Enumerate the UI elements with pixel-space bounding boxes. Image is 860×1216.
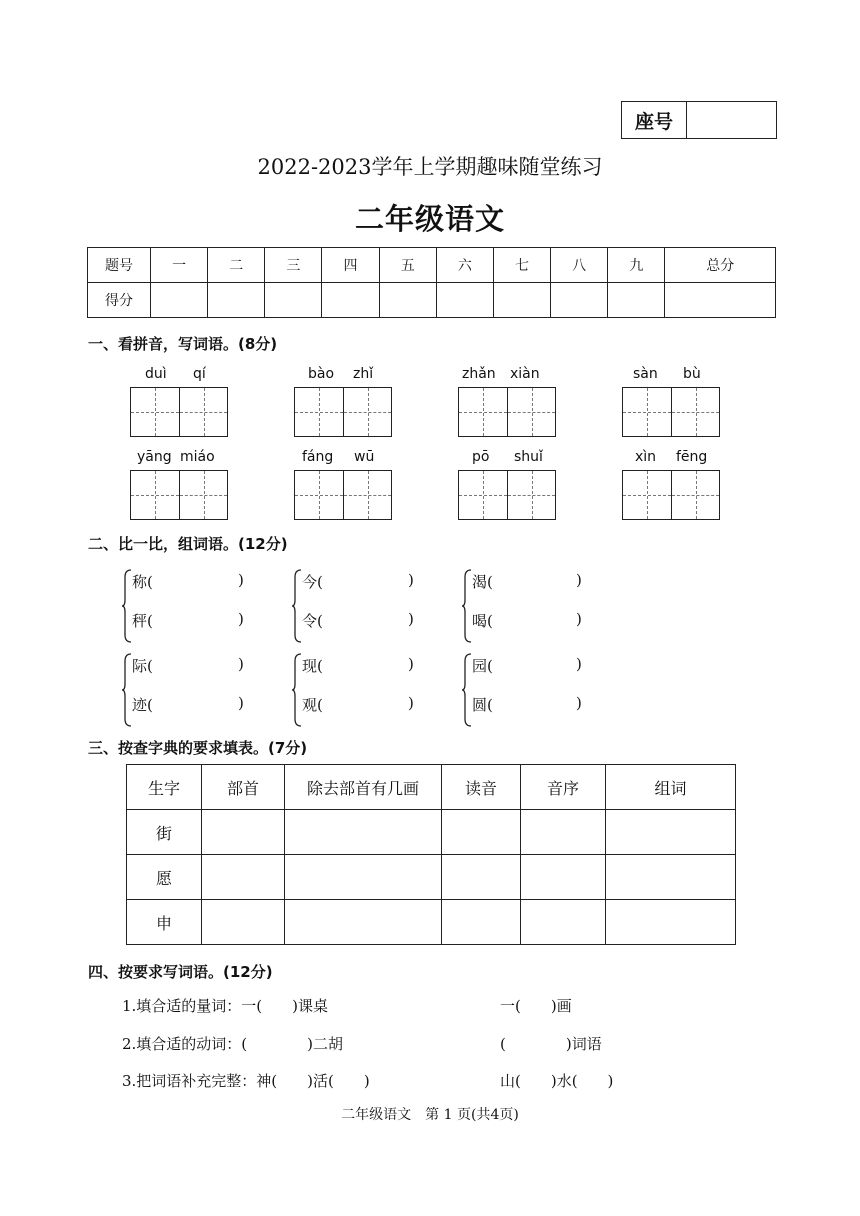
compare-group [296,569,426,649]
section-4-heading: 四、按要求写词语。(12分) [88,963,273,981]
score-input[interactable] [493,283,550,318]
dictionary-row [127,900,736,945]
score-input[interactable] [665,283,776,318]
dictionary-header: 读音 [442,765,521,810]
compare-item[interactable]: 观( ) [302,694,414,714]
score-table [87,247,776,318]
pinyin-text: yāng [137,449,172,465]
dictionary-header: 除去部首有几画 [285,765,442,810]
score-cell: 总分 [665,248,776,283]
brace-icon [122,569,132,643]
pinyin-text: miáo [180,449,215,465]
dictionary-char: 街 [127,810,202,855]
writing-grid[interactable] [294,470,392,520]
compare-group [466,569,596,649]
dictionary-table [126,764,736,945]
pinyin-text: fēng [676,449,708,465]
score-table-score-row [88,283,776,318]
compare-item[interactable]: 园( ) [472,655,582,675]
dictionary-char: 申 [127,900,202,945]
question-4-3-b[interactable]: 山( )水( ) [500,1072,614,1090]
dictionary-input[interactable] [606,855,736,900]
compare-item[interactable]: 喝( ) [472,610,582,630]
dictionary-input[interactable] [606,810,736,855]
score-table-header-row [88,248,776,283]
section-2-heading: 二、比一比，组词语。(12分) [88,535,288,553]
compare-item[interactable]: 圆( ) [472,694,582,714]
question-4-1[interactable]: 1.填合适的量词：一( )课桌 [122,997,329,1015]
pinyin-text: zhǎn [462,366,496,382]
brace-icon [462,569,472,643]
writing-grid[interactable] [458,387,556,437]
pinyin-text: pō [472,449,490,465]
dictionary-input[interactable] [285,855,442,900]
brace-icon [462,653,472,727]
question-4-2[interactable]: 2.填合适的动词：( )二胡 [122,1035,344,1053]
writing-grid[interactable] [130,470,228,520]
score-input[interactable] [608,283,665,318]
exam-title: 2022-2023学年上学期趣味随堂练习 [257,155,603,179]
seat-number-label: 座号 [622,102,687,138]
score-input[interactable] [265,283,322,318]
score-cell: 八 [551,248,608,283]
pinyin-text: qí [193,366,206,382]
dictionary-input[interactable] [521,900,606,945]
brace-icon [292,653,302,727]
section-3-heading: 三、按查字典的要求填表。(7分) [88,739,308,757]
seat-number-box [621,101,777,139]
score-cell: 二 [208,248,265,283]
dictionary-input[interactable] [521,810,606,855]
dictionary-row [127,810,736,855]
compare-group [296,653,426,733]
score-cell: 五 [379,248,436,283]
score-cell: 一 [151,248,208,283]
dictionary-header-row [127,765,736,810]
score-input[interactable] [379,283,436,318]
pinyin-text: bào [308,366,335,382]
dictionary-header: 组词 [606,765,736,810]
pinyin-text: duì [145,366,167,382]
writing-grid[interactable] [130,387,228,437]
compare-group [126,569,256,649]
score-input[interactable] [322,283,379,318]
pinyin-text: xìn [635,449,657,465]
score-cell: 题号 [88,248,151,283]
dictionary-input[interactable] [442,810,521,855]
dictionary-input[interactable] [521,855,606,900]
score-cell: 七 [493,248,550,283]
compare-item[interactable]: 际( ) [132,655,244,675]
dictionary-input[interactable] [285,900,442,945]
score-cell: 四 [322,248,379,283]
pinyin-text: sàn [633,366,658,382]
dictionary-header: 部首 [202,765,285,810]
score-cell: 六 [436,248,493,283]
compare-item[interactable]: 渴( ) [472,571,582,591]
dictionary-header: 音序 [521,765,606,810]
compare-item[interactable]: 今( ) [302,571,414,591]
pinyin-text: shuǐ [514,449,543,465]
writing-grid[interactable] [458,470,556,520]
writing-grid[interactable] [622,470,720,520]
pinyin-text: fáng [302,449,334,465]
dictionary-input[interactable] [285,810,442,855]
writing-grid[interactable] [622,387,720,437]
compare-item[interactable]: 令( ) [302,610,414,630]
pinyin-text: wū [354,449,375,465]
brace-icon [122,653,132,727]
question-4-1-b[interactable]: 一( )画 [500,997,572,1015]
compare-item[interactable]: 称( ) [132,571,244,591]
dictionary-input[interactable] [202,810,285,855]
section-1-heading: 一、看拼音，写词语。(8分) [88,335,278,353]
dictionary-input[interactable] [202,855,285,900]
dictionary-input[interactable] [606,900,736,945]
dictionary-input[interactable] [202,900,285,945]
score-input[interactable] [151,283,208,318]
score-cell: 三 [265,248,322,283]
compare-group [126,653,256,733]
dictionary-input[interactable] [442,900,521,945]
pinyin-text: zhǐ [353,366,374,382]
dictionary-row [127,855,736,900]
compare-item[interactable]: 迹( ) [132,694,244,714]
page-footer: 二年级语文 第 1 页(共4页) [341,1107,519,1123]
compare-item[interactable]: 秤( ) [132,610,244,630]
dictionary-char: 愿 [127,855,202,900]
score-cell: 九 [608,248,665,283]
pinyin-text: xiàn [510,366,540,382]
score-row-label: 得分 [88,283,151,318]
compare-item[interactable]: 现( ) [302,655,414,675]
score-input[interactable] [436,283,493,318]
question-4-3[interactable]: 3.把词语补充完整：神( )活( ) [122,1072,370,1090]
seat-number-field[interactable] [687,102,776,138]
brace-icon [292,569,302,643]
pinyin-text: bù [683,366,701,382]
dictionary-header: 生字 [127,765,202,810]
question-4-2-b[interactable]: ( )词语 [500,1035,602,1053]
writing-grid[interactable] [294,387,392,437]
score-input[interactable] [551,283,608,318]
subject-title: 二年级语文 [354,202,505,236]
dictionary-input[interactable] [442,855,521,900]
compare-group [466,653,596,733]
score-input[interactable] [208,283,265,318]
